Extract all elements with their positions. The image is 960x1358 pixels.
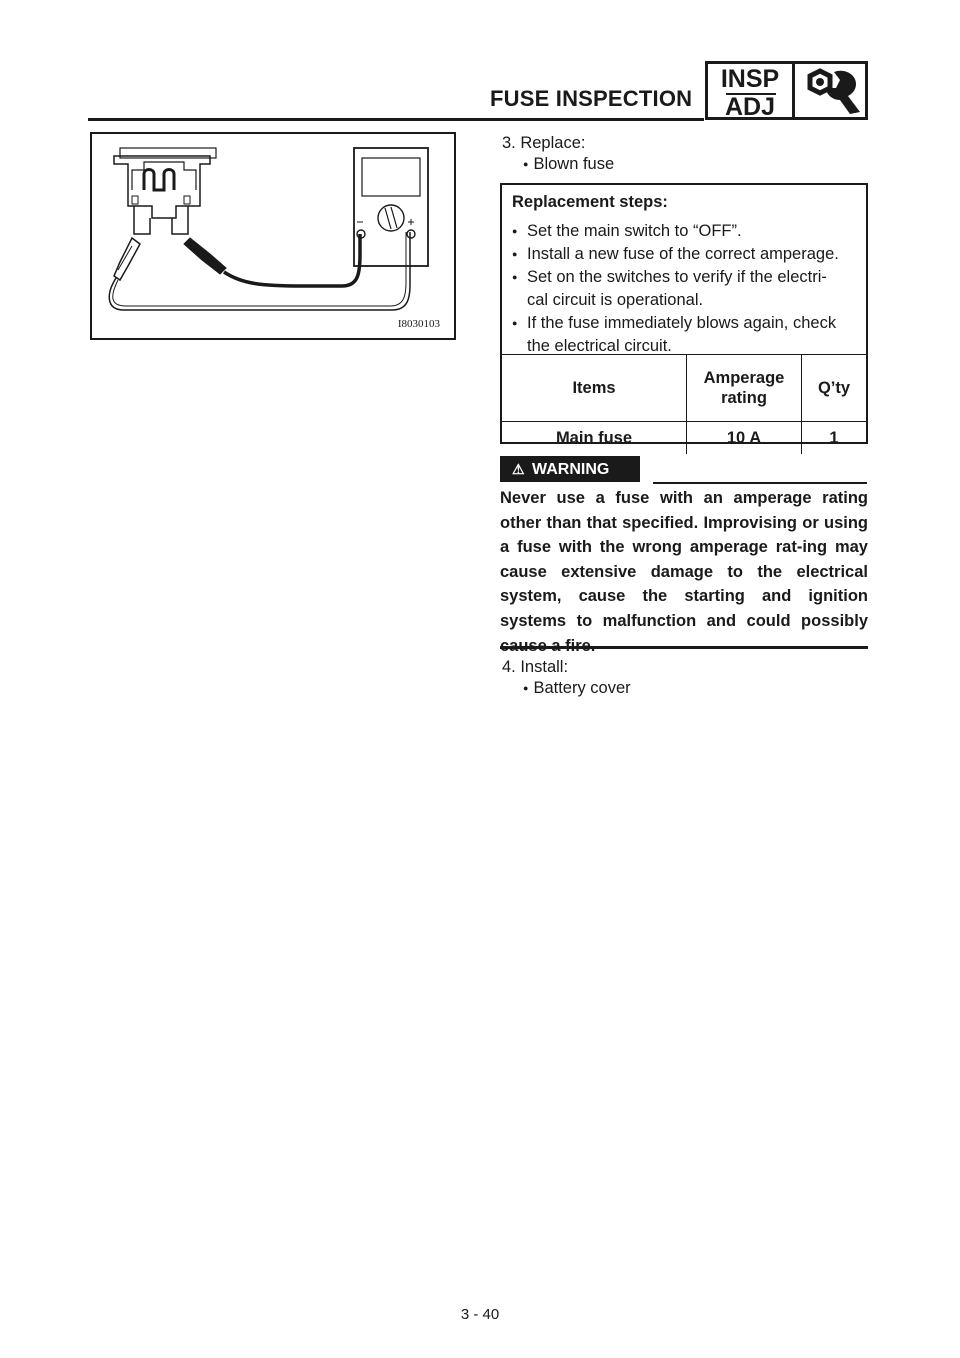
warning-rule-bottom [500, 646, 868, 649]
step-3-item [523, 153, 614, 177]
table-header: Q’ty [802, 355, 867, 422]
replacement-bullet-text: Set on the switches to verify if the electri- [527, 268, 827, 286]
replacement-bullet-cont: cal circuit is operational. [527, 291, 704, 309]
step-4-item-text: Battery cover [533, 679, 631, 697]
warning-badge [500, 456, 640, 482]
step-4-item [523, 677, 631, 701]
replacement-bullet: ● Set the main switch to “OFF”. [512, 222, 742, 240]
warning-text: Never use a fuse with an amperage rating other than that specified. Improvising or using a fuse with the wrong amperage rat-ing may cause extensive damage to the electrical system, cause the starting and ignition systems to malfunction and could possibly cause a fire. [500, 489, 868, 655]
fuse-test-illustration [90, 132, 456, 340]
page-title: FUSE INSPECTION [490, 86, 693, 111]
replacement-bullet-text: If the fuse immediately blows again, check [527, 314, 837, 332]
table-header-row [502, 355, 866, 422]
replacement-heading: Replacement steps: [512, 193, 668, 211]
replacement-bullet-text: Install a new fuse of the correct amperage. [527, 245, 839, 263]
fuse-multimeter-illustration [92, 134, 454, 338]
badge-adj: ADJ [724, 93, 775, 121]
table-row [502, 422, 866, 455]
warning-label: WARNING [532, 461, 610, 478]
section-badge [705, 61, 868, 120]
table-cell: 1 [802, 422, 867, 455]
badge-insp: INSP [720, 65, 780, 93]
table-cell: Main fuse [502, 422, 687, 455]
replacement-bullet-text: Set the main switch to “OFF”. [527, 222, 742, 240]
replacement-bullet: ● Install a new fuse of the correct amperage. [512, 245, 839, 263]
figure-code: I8030103 [397, 318, 440, 330]
replacement-bullet: ● Set on the switches to verify if the electri- [512, 268, 827, 286]
fuse-spec-table [502, 354, 866, 454]
wrench-nut-icon [798, 66, 866, 116]
warning-rule-top [653, 482, 867, 484]
page-number: 3 - 40 [460, 1306, 500, 1323]
replacement-steps-box [500, 183, 868, 447]
replacement-bullet: ● If the fuse immediately blows again, check [512, 314, 837, 332]
table-header: Amperage rating [687, 355, 802, 422]
replacement-bullet-cont: the electrical circuit. [527, 337, 672, 355]
header-rule [88, 118, 704, 121]
warning-icon: ⚠ [512, 461, 525, 477]
step-3-item-text: Blown fuse [533, 155, 615, 173]
table-cell: 10 A [687, 422, 802, 455]
step-4-label: 4. Install: [502, 658, 569, 676]
badge-separator [792, 64, 795, 117]
table-header: Items [502, 355, 687, 422]
step-3-label: 3. Replace: [502, 134, 586, 152]
